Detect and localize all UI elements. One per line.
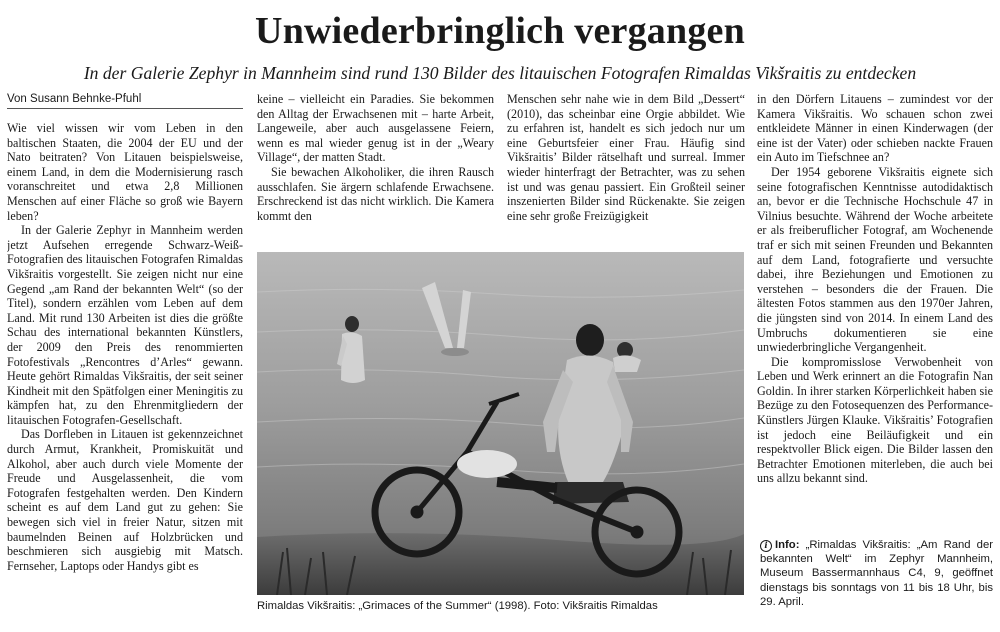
info-label: Info: bbox=[775, 539, 800, 551]
paragraph: Sie bewachen Alkoholiker, die ihren Rausch ausschlafen. Sie ärgern schlafende Erwachsene. Erschreckend ist das nicht wirklich. Die Kamera kommt den bbox=[257, 164, 494, 223]
paragraph: Die kompromisslose Verwobenheit von Leben und Werk erinnert an die Fotografin Nan Goldin. In ihrer starken Körperlichkeit haben sie Bezüge zu den Fotosequenzen des Performance-Künstlers Jürgen Klauke. Vikšraitis’ Fotografien ist jedoch eine Beiläufigkeit und ein respektvoller Blick eigen. Die Bilder lassen den Betrachter Emotionen miterleben, die auch bei uns allzu bekannt sind. bbox=[757, 354, 993, 486]
info-icon: i bbox=[760, 540, 772, 552]
paragraph: Wie viel wissen wir vom Leben in den baltischen Staaten, die 2004 der EU und der Nato beitraten? Von Litauen beispielsweise, einem Land, in dem die Modernisierung rasch voranschreitet und etwa 2,8 Millionen Menschen auf einer Fläche so groß wie Bayern leben? bbox=[7, 121, 243, 223]
paragraph: Das Dorfleben in Litauen ist gekennzeichnet durch Armut, Krankheit, Promiskuität und Alkohol, aber auch durch viele Momente der Freude und Ausgelassenheit, die vom Fotografen festgehalten werden. Den Kindern scheint es auf dem Land gut zu gehen: Sie bewegen sich viel in freier Natur, sitzen mit baumelnden Beinen auf Holzbrücken und beschmieren sich ausgiebig mit Matsch. Fernseher, Laptops oder Handys gibt es bbox=[7, 427, 243, 573]
photo-caption: Rimaldas Vikšraitis: „Grimaces of the Summer“ (1998). Foto: Vikšraitis Rimaldas bbox=[257, 600, 658, 612]
info-text: „Rimaldas Vikšraitis: „Am Rand der bekannten Welt“ im Zephyr Mannheim, Museum Bassermannhaus C4, 9, geöffnet dienstags bis sonntags von 11 bis 18 Uhr, bis 29. April. bbox=[760, 539, 993, 608]
subheadline: In der Galerie Zephyr in Mannheim sind rund 130 Bilder des litauischen Fotografen Rimaldas Vikšraitis zu entdecken bbox=[83, 63, 917, 83]
article-column-4 bbox=[757, 92, 993, 522]
article-column-1 bbox=[7, 92, 243, 627]
article-column-3 bbox=[507, 92, 745, 252]
fuel-tank bbox=[457, 450, 517, 478]
byline: Von Susann Behnke-Pfuhl bbox=[7, 92, 243, 109]
paragraph: in den Dörfern Litauens – zumindest vor der Kamera Vikšraitis. Wo schauen schon zwei entkleidete Männer in einen Kinderwagen (der eine ist der Vater) oder schieben nackte Frauen ein Auto im Tiefschnee an? bbox=[757, 92, 993, 165]
paragraph: In der Galerie Zephyr in Mannheim werden jetzt Aufsehen erregende Schwarz-Weiß-Fotografien des litauischen Fotografen Rimaldas Vikšraitis vorgestellt. Sie zeigen nicht nur eine Gegend „am Rand der bekannten Welt“ (so der Titel), sondern erzählen vom Leben auf dem Land. Mit rund 130 Arbeiten ist dies die größte Schau des international bekannten Künstlers, der 2009 den Preis des renommierten Fotofestivals „Rencontres d’Arles“ gewann. Heute gehört Rimaldas Vikšraitis, der seit seiner Kindheit mit den Spätfolgen einer Meningitis zu kämpfen hat, zu den Ehrenmitgliedern der litauischen Fotografen-Gesellschaft. bbox=[7, 223, 243, 427]
info-box bbox=[760, 538, 993, 609]
photo-illustration bbox=[257, 252, 744, 595]
paragraph: keine – vielleicht ein Paradies. Sie bekommen den Alltag der Erwachsenen mit – harte Arbeit, Langeweile, aber auch ausgelassene Feiern, wenn es mal wieder genug ist in der „Weary Village“, der matten Stadt. bbox=[257, 92, 494, 165]
paragraph: Der 1954 geborene Vikšraitis eignete sich seine fotografischen Kenntnisse autodidaktisch an, bevor er die Technische Hochschule 47 in Vilnius besuchte. Während der Woche arbeitete er als freiberuflicher Fotograf, am Wochenende traf er sich mit seinen Freunden und Bekannten auf dem Land, fotografierte und versuchte dabei, ihre Beziehungen und Emotionen zu verstehen – besonders die der Frauen. Die ältesten Fotos stammen aus den 1970er Jahren, die jüngsten sind von 2014. In einem Land des Umbruchs dokumentieren sie eine unwiederbringliche Vergangenheit. bbox=[757, 164, 993, 355]
article-column-2 bbox=[257, 92, 494, 252]
headline: Unwiederbringlich vergangen bbox=[255, 10, 745, 52]
paragraph: Menschen sehr nahe wie in dem Bild „Dessert“ (2010), das scheinbar eine Orgie abbildet. Wie zu erfahren ist, handelt es sich jedoch nur um eine Geburtsfeier einer Frau. Häufig sind Vikšraitis’ Bilder rätselhaft und surreal. Immer wieder hinterfragt der Betrachter, was zu sehen ist und was genau passiert. Ein Großteil seiner inszenierten Bilder sind Rückenakte. Sie zeigen eine sehr große Freizügigkeit bbox=[507, 92, 745, 223]
article-photo bbox=[257, 252, 744, 595]
